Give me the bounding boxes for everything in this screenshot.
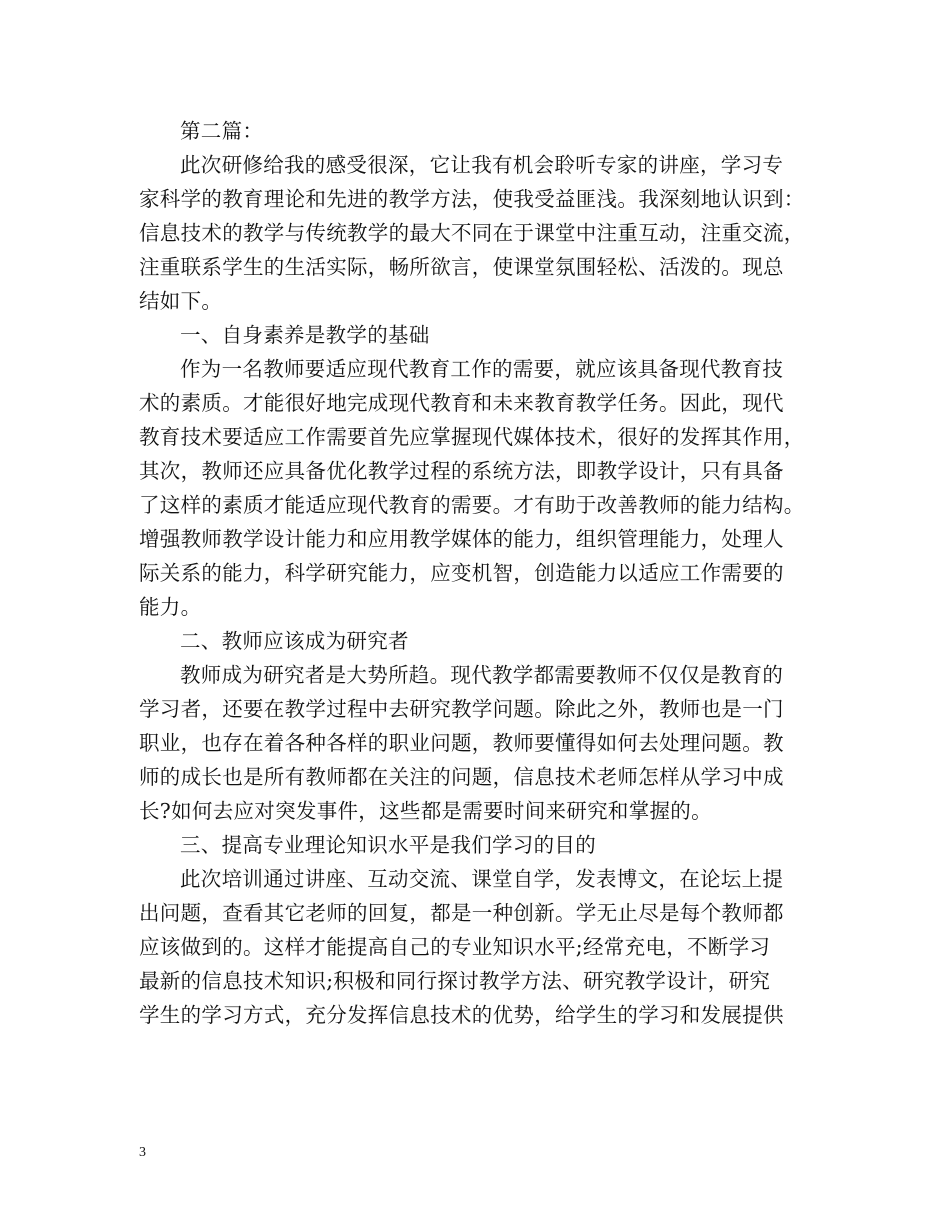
text-line: 结如下。 [139,289,223,313]
text-line: 学习者，还要在教学过程中去研究教学问题。除此之外，教师也是一门 [139,697,784,721]
text-line: 长?如何去应对突发事件，这些都是需要时间来研究和掌握的。 [139,799,712,823]
text-line: 教师成为研究者是大势所趋。现代教学都需要教师不仅仅是教育的 [180,663,784,687]
text-line: 此次研修给我的感受很深，它让我有机会聆听专家的讲座，学习专 [180,153,784,177]
document-body [139,114,819,1032]
text-line: 一、自身素养是教学的基础 [180,323,430,347]
text-line: 职业，也存在着各种各样的职业问题，教师要懂得如何去处理问题。教 [139,731,784,755]
text-line: 第二篇： [180,119,264,143]
text-line: 作为一名教师要适应现代教育工作的需要，就应该具备现代教育技 [180,357,784,381]
text-line: 信息技术的教学与传统教学的最大不同在于课堂中注重互动，注重交流， [139,221,805,245]
text-line: 学生的学习方式，充分发挥信息技术的优势，给学生的学习和发展提供 [139,1003,784,1027]
text-line: 师的成长也是所有教师都在关注的问题，信息技术老师怎样从学习中成 [139,765,784,789]
text-line: 教育技术要适应工作需要首先应掌握现代媒体技术，很好的发挥其作用， [139,425,805,449]
page-number: 3 [139,1145,146,1160]
text-line: 出问题，查看其它老师的回复，都是一种创新。学无止尽是每个教师都 [139,901,784,925]
text-line: 三、提高专业理论知识水平是我们学习的目的 [180,833,596,857]
text-line: 增强教师教学设计能力和应用教学媒体的能力，组织管理能力，处理人 [139,527,784,551]
text-line: 此次培训通过讲座、互动交流、课堂自学，发表博文，在论坛上提 [180,867,784,891]
text-line: 应该做到的。这样才能提高自己的专业知识水平;经常充电，不断学习 [139,935,771,959]
text-line: 其次，教师还应具备优化教学过程的系统方法，即教学设计，只有具备 [139,459,784,483]
text-line: 家科学的教育理论和先进的教学方法，使我受益匪浅。我深刻地认识到： [139,187,805,211]
text-line: 术的素质。才能很好地完成现代教育和未来教育教学任务。因此，现代 [139,391,784,415]
text-line: 际关系的能力，科学研究能力，应变机智，创造能力以适应工作需要的 [139,561,784,585]
text-line: 注重联系学生的生活实际，畅所欲言，使课堂氛围轻松、活泼的。现总 [139,255,784,279]
text-line: 能力。 [139,595,202,619]
text-line: 了这样的素质才能适应现代教育的需要。才有助于改善教师的能力结构。 [139,493,805,517]
text-line: 二、教师应该成为研究者 [180,629,409,653]
text-line: 最新的信息技术知识;积极和同行探讨教学方法、研究教学设计，研究 [139,969,771,993]
